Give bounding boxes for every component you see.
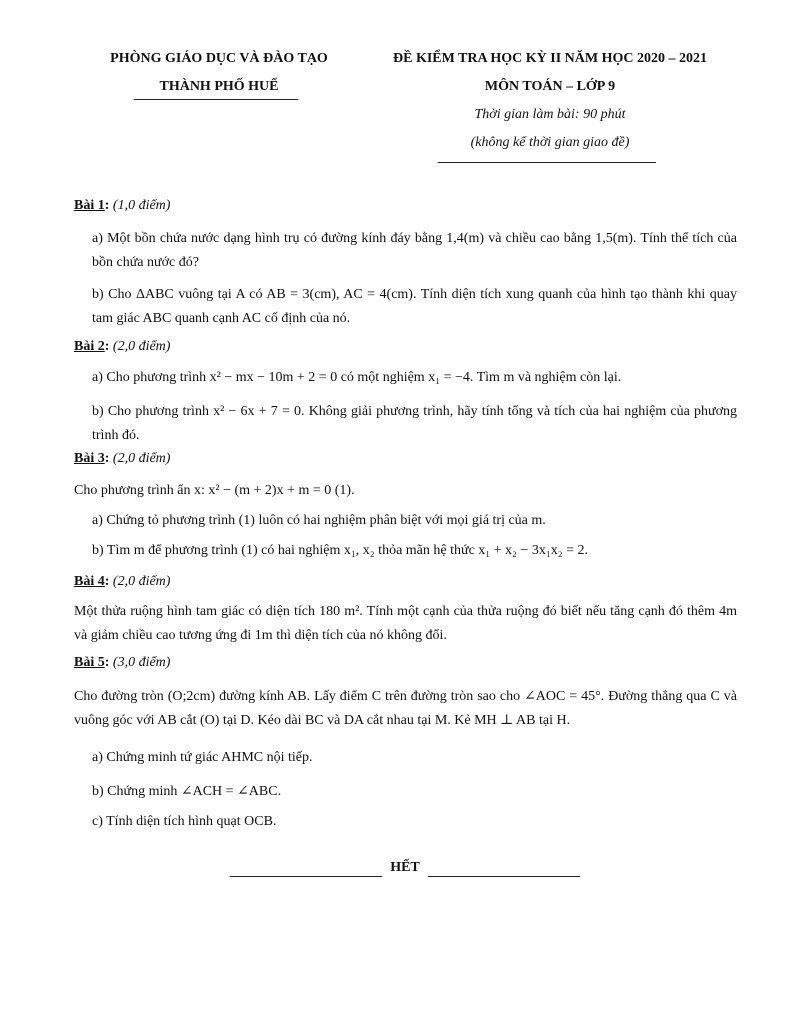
footer-rule-right [428, 876, 580, 877]
bai4-heading: Bài 4: (2,0 điểm) [74, 574, 171, 589]
footer-rule-left [230, 876, 382, 877]
bai4-text: Một thửa ruộng hình tam giác có diện tích 180 m². Tính một cạnh của thửa ruộng đó biết nếu tăng cạnh đó thêm 4m và giảm chiều cao tương ứng đi 1m thì diện tích của nó không đổi. [74, 604, 737, 643]
header-duration: Thời gian làm bài: 90 phút [474, 107, 626, 122]
header-note: (không kể thời gian giao đề) [470, 135, 630, 150]
bai5-points: (3,0 điểm) [112, 655, 171, 670]
bai3-part-a: a) Chứng tỏ phương trình (1) luôn có hai nghiệm phân biệt với mọi giá trị của m. [92, 513, 546, 528]
bai1-part-b: b) Cho ΔABC vuông tại A có AB = 3(cm), AC = 4(cm). Tính diện tích xung quanh của hình tạo thành khi quay tam giác ABC quanh cạnh AC cố định của nó. [92, 287, 737, 326]
bai5-part-a: a) Chứng minh tứ giác AHMC nội tiếp. [92, 750, 313, 765]
bai2-part-b: b) Cho phương trình x² − 6x + 7 = 0. Không giải phương trình, hãy tính tổng và tích của hai nghiệm của phương trình đó. [92, 404, 737, 443]
bai5-part-c: c) Tính diện tích hình quạt OCB. [92, 814, 277, 829]
bai5-title: Bài 5 [74, 655, 105, 670]
bai1-heading: Bài 1: (1,0 điểm) [74, 198, 171, 213]
header-department: PHÒNG GIÁO DỤC VÀ ĐÀO TẠO [110, 51, 328, 66]
header-subject: MÔN TOÁN – LỚP 9 [484, 79, 616, 94]
bai5-heading: Bài 5: (3,0 điểm) [74, 655, 171, 670]
bai3-intro: Cho phương trình ẩn x: x² − (m + 2)x + m = 0 (1). [74, 483, 355, 498]
bai3-heading: Bài 3: (2,0 điểm) [74, 451, 171, 466]
bai2-title: Bài 2 [74, 339, 105, 354]
header-left-rule [134, 99, 298, 100]
bai2-points: (2,0 điểm) [112, 339, 171, 354]
bai1-part-a: a) Một bồn chứa nước dạng hình trụ có đường kính đáy bằng 1,4(m) và chiều cao bằng 1,5(m). Tính thể tích của bồn chứa nước đó? [92, 231, 737, 270]
bai3-points: (2,0 điểm) [112, 451, 171, 466]
bai5-text: Cho đường tròn (O;2cm) đường kính AB. Lấy điểm C trên đường tròn sao cho ∠AOC = 45°. Đường thẳng qua C và vuông góc với AB cắt (O) tại D. Kéo dài BC và DA cắt nhau tại M. Kẻ MH ⊥ AB tại H. [74, 689, 737, 728]
bai2-part-a: a) Cho phương trình x² − mx − 10m + 2 = 0 có một nghiệm x₁ = −4. Tìm m và nghiệm còn lại. [92, 370, 622, 385]
bai5-part-b: b) Chứng minh ∠ACH = ∠ABC. [92, 784, 282, 799]
bai4-points: (2,0 điểm) [112, 574, 171, 589]
bai3-title: Bài 3 [74, 451, 105, 466]
header-exam-title: ĐỀ KIỂM TRA HỌC KỲ II NĂM HỌC 2020 – 2021 [393, 51, 707, 66]
header-right-rule [438, 162, 656, 163]
bai1-points: (1,0 điểm) [112, 198, 171, 213]
header-city: THÀNH PHỐ HUẾ [159, 79, 279, 94]
bai3-part-b: b) Tìm m để phương trình (1) có hai nghiệm x₁, x₂ thỏa mãn hệ thức x₁ + x₂ − 3x₁x₂ = 2. [92, 543, 588, 558]
bai1-title: Bài 1 [74, 198, 105, 213]
bai4-title: Bài 4 [74, 574, 105, 589]
footer-end-label: HẾT [390, 860, 420, 875]
bai2-heading: Bài 2: (2,0 điểm) [74, 339, 171, 354]
